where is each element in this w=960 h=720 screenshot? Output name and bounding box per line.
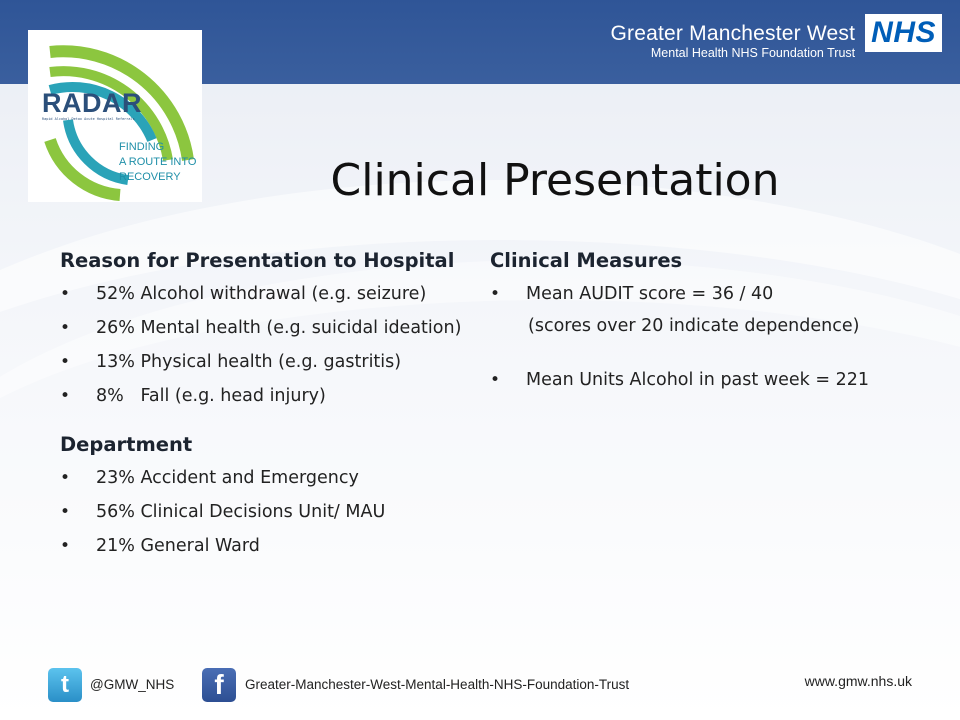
list-item: • 8% Fall (e.g. head injury) bbox=[60, 383, 470, 409]
list-item: • 26% Mental health (e.g. suicidal ideation) bbox=[60, 315, 470, 341]
trust-branding bbox=[611, 14, 942, 61]
facebook-icon[interactable]: f bbox=[202, 668, 236, 702]
facebook-page-link[interactable]: Greater-Manchester-West-Mental-Health-NHS-Foundation-Trust bbox=[245, 677, 630, 692]
right-column bbox=[490, 247, 930, 401]
footer bbox=[0, 660, 960, 720]
list-item: • 13% Physical health (e.g. gastritis) bbox=[60, 349, 470, 375]
radar-wordmark: RADAR bbox=[42, 88, 142, 118]
list-item: • Mean Units Alcohol in past week = 221 bbox=[490, 367, 930, 393]
left-column bbox=[60, 247, 470, 567]
reason-heading: Reason for Presentation to Hospital bbox=[60, 249, 455, 272]
twitter-icon[interactable]: t bbox=[48, 668, 82, 702]
list-item: • 23% Accident and Emergency bbox=[60, 465, 470, 491]
measures-list bbox=[490, 281, 930, 307]
list-item: • 21% General Ward bbox=[60, 533, 470, 559]
clinical-measures-heading: Clinical Measures bbox=[490, 249, 683, 272]
radar-logo bbox=[28, 30, 202, 202]
radar-tagline: Rapid Alcohol Detox Acute Hospital Referrals bbox=[42, 117, 135, 121]
radar-slogan-line: A ROUTE INTO bbox=[119, 156, 197, 168]
list-item: • 56% Clinical Decisions Unit/ MAU bbox=[60, 499, 470, 525]
reason-list bbox=[60, 281, 470, 409]
department-list bbox=[60, 465, 470, 559]
list-item: • 52% Alcohol withdrawal (e.g. seizure) bbox=[60, 281, 470, 307]
trust-text bbox=[611, 22, 856, 61]
website-link[interactable]: www.gmw.nhs.uk bbox=[804, 673, 912, 689]
radar-slogan-line: RECOVERY bbox=[119, 171, 181, 183]
radar-slogan-line: FINDING bbox=[119, 141, 165, 153]
trust-name: Greater Manchester West bbox=[610, 22, 856, 45]
list-item: • Mean AUDIT score = 36 / 40 bbox=[490, 281, 930, 307]
nhs-logo: NHS bbox=[865, 14, 942, 52]
twitter-handle[interactable]: @GMW_NHS bbox=[90, 677, 175, 692]
audit-note: (scores over 20 indicate dependence) bbox=[528, 316, 860, 336]
radar-slogan bbox=[119, 140, 196, 185]
slide-title: Clinical Presentation bbox=[330, 155, 780, 206]
department-heading: Department bbox=[60, 433, 193, 456]
measures-list bbox=[490, 367, 930, 393]
trust-subtitle: Mental Health NHS Foundation Trust bbox=[650, 46, 856, 60]
